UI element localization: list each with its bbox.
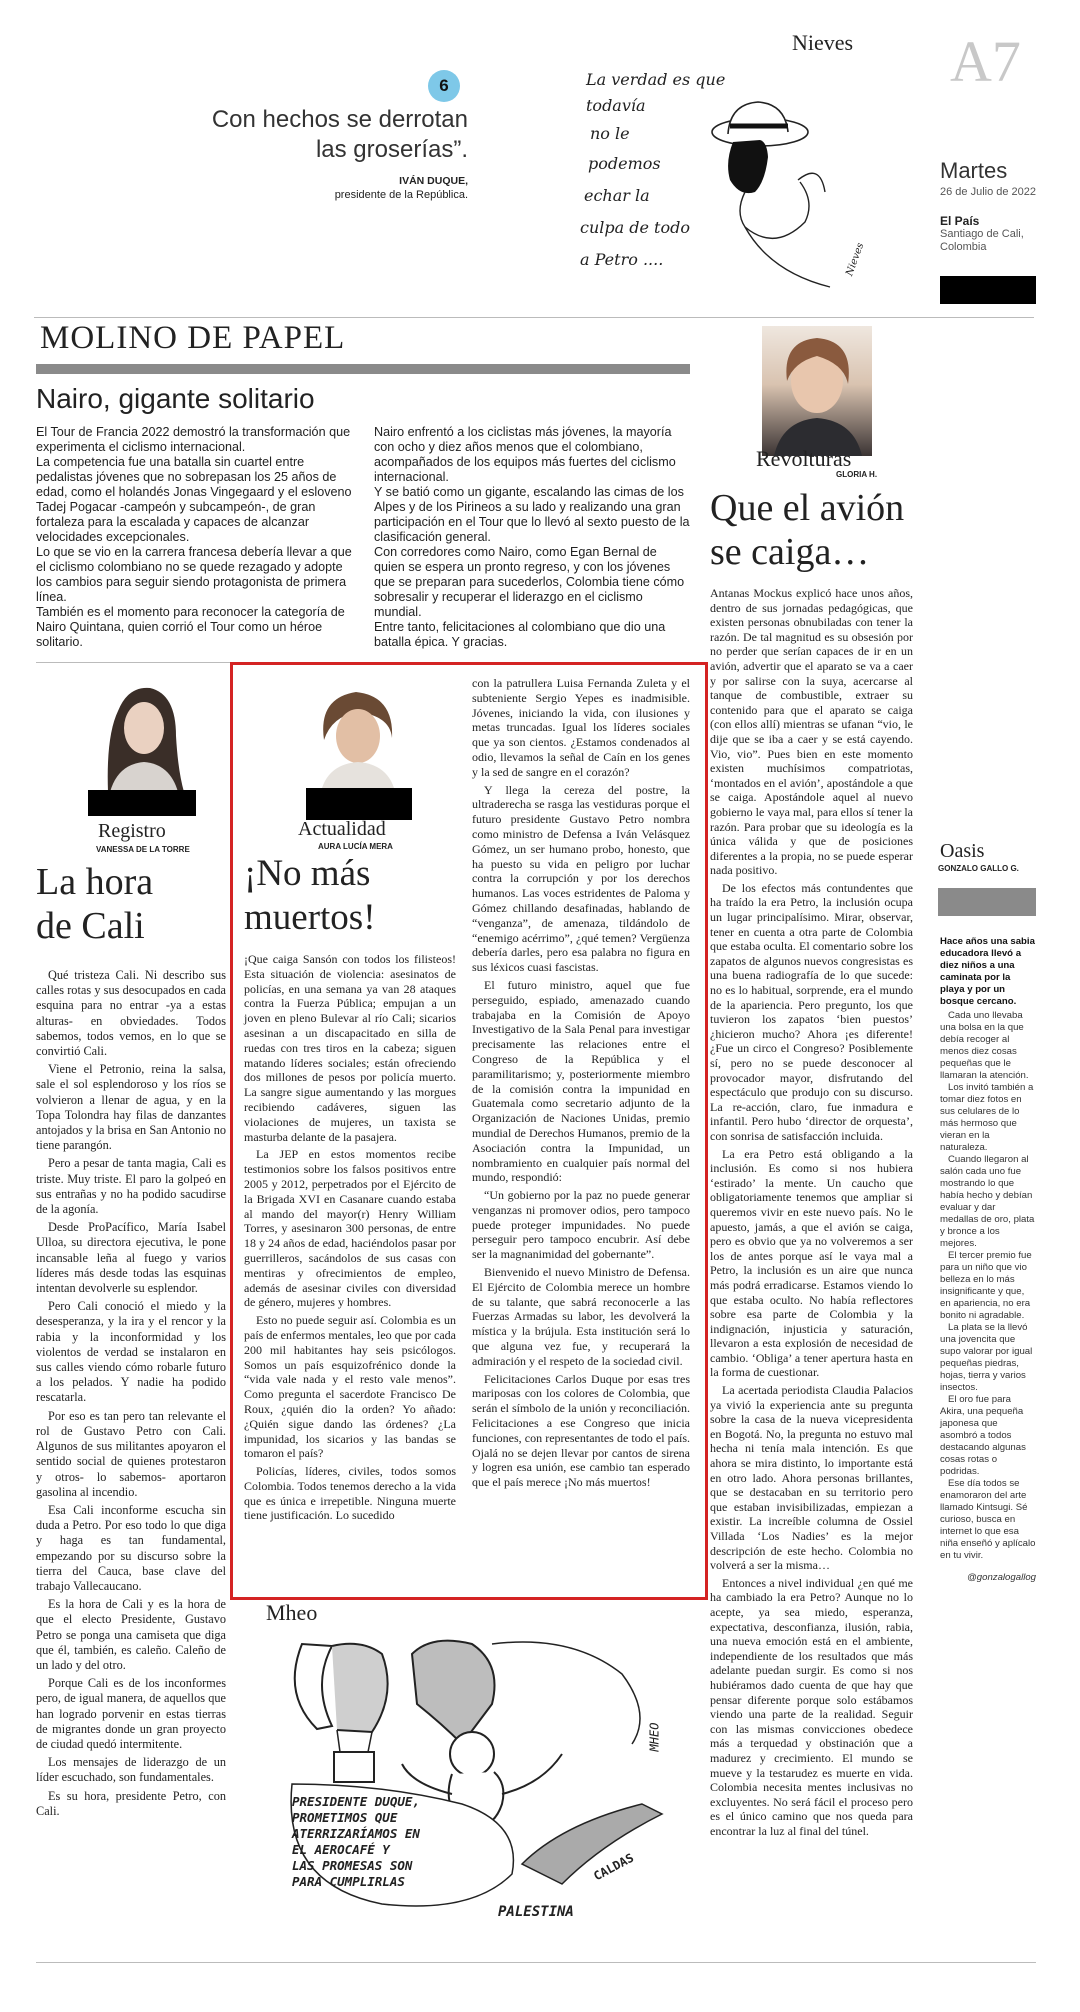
oasis-paragraph: El tercer premio fue para un niño que vio belleza en lo más insignificante y que, en apariencia, no era bonito ni agradable. bbox=[940, 1250, 1032, 1321]
registro-headline-2: de Cali bbox=[36, 905, 145, 947]
page-paper: El País bbox=[940, 214, 980, 228]
molino-col-1 bbox=[36, 425, 354, 650]
actualidad-paragraph: Felicitaciones Carlos Duque por esas tres mariposas con los colores de Colombia, que serán el símbolo de la unión y reconciliación. Felicitaciones a ese Congreso que inicia funciones, con representantes de todo el país. Ojalá no se dejen llevar por cantos de sirena y logren esa unión, ese cambio tan esperado que el país merece ¡No más muertos! bbox=[472, 1371, 690, 1490]
actualidad-paragraph: Policías, líderes, civiles, todos somos Colombia. Todos tenemos derecho a la vida que es única e irrepetible. Ninguna muerte tiene justificación. Lo sucedido bbox=[244, 1464, 456, 1523]
nieves-line-3: no le bbox=[590, 124, 630, 143]
quote-badge-icon: 6 bbox=[428, 70, 460, 102]
revolturas-column-name: Revolturas bbox=[756, 446, 852, 471]
revolturas-paragraph: De los efectos más contundentes que ha traído la era Petro, la inclusión ocupa un lugar principalísimo. Mirar, observar, tener en cuenta a otra parte de Colombia que estaba oculta. El comentario sobre los zapatos de algunos nuevos congresistas es una buena radiografía de lo que sucede: no es lo habitual, sorprende, era el mundo de la apariencia. Pero pregunto, los que tuvieron los zapatos ‘bien puestos’ ¿hicieron mucho? Ahora ¡es diferente! ¿Fue un circo el Congreso? Posiblemente sí, pero no se puede desconocer al provocador mayor, disfrutando del espectáculo que produjo con su discurso. La re-acción, claro, fue inmadura e infantil. Pero hubo ‘director de orquesta’, con sonrisa de satisfacción incluida. bbox=[710, 880, 913, 1143]
mheo-signature: MHEO bbox=[647, 1722, 662, 1752]
quote-author: IVÁN DUQUE, bbox=[399, 175, 468, 187]
bubble-line: PRESIDENTE DUQUE, bbox=[292, 1794, 420, 1809]
page-date: 26 de Julio de 2022 bbox=[940, 186, 1037, 198]
quote-line-2: las groserías”. bbox=[315, 136, 468, 163]
bottom-rule bbox=[36, 1962, 1036, 1963]
oasis-paragraph: Cuando llegaron al salón cada uno fue mostrando lo que había hecho y debían evaluar y dar medallas de oro, plata y bronce a los mejores. bbox=[940, 1154, 1035, 1249]
registro-paragraph: Desde ProPacífico, María Isabel Ulloa, su directora ejecutiva, le pone incansable leña al fuego y varios líderes más desde todas las esquinas intentan devolverle su esplendor. bbox=[36, 1220, 226, 1296]
registro-paragraph: Pero a pesar de tanta magia, Cali es triste. Muy triste. El paro la golpeó en sus entrañas y no ha podido sacudirse de la agonía. bbox=[36, 1156, 226, 1217]
registro-paragraph: Es su hora, presidente Petro, con Cali. bbox=[36, 1788, 226, 1818]
molino-headline: Nairo, gigante solitario bbox=[36, 383, 315, 414]
revolturas-author: GLORIA H. bbox=[836, 470, 878, 479]
actualidad-headline-1: ¡No más bbox=[244, 853, 371, 894]
registro-paragraph: Esa Cali inconforme escucha sin duda a Petro. Por eso todo lo que diga y haga es tan fundamental, empezando por su discurso sobre la tierra del Cauca, base clave del trabajo Vallecaucano. bbox=[36, 1502, 226, 1593]
nieves-line-2: todavía bbox=[586, 96, 646, 115]
molino-section-title: MOLINO DE PAPEL bbox=[40, 320, 346, 356]
molino-paragraph: Lo que se vio en la carrera francesa debería llevar a que el ciclismo colombiano no se quede rezagado y adopte los cambios para seguir siendo protagonista de primera línea. bbox=[36, 545, 352, 604]
bubble-line: EL AEROCAFÉ Y bbox=[292, 1842, 390, 1857]
registro-column-name: Registro bbox=[98, 820, 166, 842]
revolturas-paragraph: Antanas Mockus explicó hace unos años, dentro de sus jornadas pedagógicas, que existen personas obnubiladas con tener la razón. De tal magnitud es su obsesión por no perder que serían capaces de ir en un avión, advertir que el aparato se va a caer y por salirse con la suya, acercarse al tanque de combustible, extraer su contenido para que el aparato se caiga (con ellos allí) mientras se ufanan “vio, le dije que se iba a caer y se está cayendo. Vio, vio”. Pues bien en este momento existen muchísimos compatriotas, ‘montados en el avión’, apostándole a que se caiga. Apostándole aquel al nuevo gobierno le vaya mal, para ellos sí tener la razón. Para probar que su ideología es la única válida y que de posiciones diferentes a la propia, no se puede esperar nada positivo. bbox=[710, 586, 913, 878]
registro-body bbox=[36, 968, 226, 1822]
oasis-paragraph: Cada uno llevaba una bolsa en la que debía recoger al menos diez cosas pequeñas que le llamaran la atención. bbox=[940, 1010, 1029, 1081]
actualidad-paragraph: “Un gobierno por la paz no puede generar venganzas ni promover odios, pero tampoco puede proteger impunidades. No puede perseguir pero tampoco encubrir. Así debe ser la magnanimidad del gobernante”. bbox=[472, 1188, 690, 1262]
molino-paragraph: Con corredores como Nairo, como Egan Bernal de quien se espera un pronto regreso, y con los jóvenes que se preparan para sucederlos, Colombia tiene cómo sobresalir y recuperar el liderazgo en el ciclismo mundial. bbox=[374, 545, 685, 619]
molino-paragraph: Entre tanto, felicitaciones al colombiano que dio una batalla épica. Y gracias. bbox=[374, 620, 666, 649]
molino-paragraph: El Tour de Francia 2022 demostró la transformación que experimenta el ciclismo internacional. bbox=[36, 425, 351, 454]
registro-paragraph: Pero Cali conoció el miedo y la desesperanza, y la ira y el rencor y la rabia y la inconformidad y los violentos de verdad se instalaron en sus calles viendo cómo robarle futuro a los pelados. Y nadie ha podido rescatarla. bbox=[36, 1299, 226, 1405]
molino-paragraph: También es el momento para reconocer la categoría de Nairo Quintana, quien corrió el Tour como un héroe solitario. bbox=[36, 605, 345, 649]
mheo-bubble-text bbox=[292, 1794, 512, 1890]
oasis-lead: Hace años una sabia educadora llevó a diez niños a una caminata por la playa y por un bosque cercano. bbox=[940, 936, 1035, 1007]
actualidad-redaction bbox=[306, 788, 412, 820]
oasis-column-name: Oasis bbox=[940, 840, 985, 862]
actualidad-paragraph: Bienvenido el nuevo Ministro de Defensa. El Ejército de Colombia merece un hombre de su talante, que sabrá reconocerle a las Fuerzas Armadas su labor, les devolverá la mística y la brújula. Esta institución será lo que alguna vez fue, y recuperará la admiración y el respeto de la sociedad civil. bbox=[472, 1265, 690, 1368]
top-rule bbox=[34, 317, 1034, 318]
page-city: Santiago de Cali, Colombia bbox=[940, 228, 1024, 253]
oasis-paragraph: Ese día todos se enamoraron del arte llamado Kintsugi. Sé curioso, busca en internet lo que esa niña enseñó y aplícalo en tu vivir. bbox=[940, 1478, 1036, 1561]
oasis-paragraph: El oro fue para Akira, una pequeña japonesa que asombró a todos destacando algunas cosas rotas o podridas. bbox=[940, 1394, 1026, 1477]
bubble-line: PARA CUMPLIRLAS bbox=[292, 1874, 405, 1889]
molino-rule bbox=[36, 364, 690, 374]
actualidad-col-1 bbox=[244, 952, 456, 1526]
actualidad-paragraph: El futuro ministro, aquel que fue perseguido, espiado, amenazado cuando trabajaba en la Comisión de Apoyo Investigativo de la Sala Penal para investigar precisamente las relaciones entre el Congreso de la República y el paramilitarismo; y, posteriormente miembro de la comisión contra la impunidad en Guatemala como secretario adjunto de la Organización de Naciones Unidas, premio mundial de Derechos Humanos, premio de la Asociación contra la Impunidad, un nombramiento en cualquier país normal del mundo, respondió: bbox=[472, 977, 690, 1185]
registro-author: VANESSA DE LA TORRE bbox=[96, 845, 190, 854]
actualidad-paragraph: Esto no puede seguir así. Colombia es un país de enfermos mentales, leo que por cada 200 mil habitantes hay seis psicólogos. Somos un país esquizofrénico donde la “vida vale nada y el resto vale menos”. Como pregunta el sacerdote Francisco De Roux, ¿quién dio la orden? Yo añado: ¿Quién sigue dando las órdenes? ¿La impunidad, los sicarios y las bandas se tomaron el país? bbox=[244, 1313, 456, 1461]
molino-paragraph: Y se batió como un gigante, escalando las cimas de los Alpes y de los Pirineos a su lado y realizando una gran participación en el Tour que lo llevó al sexto puesto de la clasificación general. bbox=[374, 485, 690, 544]
actualidad-paragraph: ¡Que caiga Sansón con todos los filisteos! Esta situación de violencia: asesinatos de policías, en una semana ya van 28 ataques contra la Fuerza Pública; empujan a un joven en pleno Bulevar al río Cali; sicarios asesinan a un discapacitado en silla de ruedas con tres tiros en la cabeza; siguen matando líderes sociales; están ofreciendo dos millones de pesos por policía muerto. La sangre sigue aumentando y las morgues recibiendo cadáveres, siguen las violaciones de mujeres, un taxista se masturba delante de la pasajera. bbox=[244, 952, 456, 1144]
registro-paragraph: Porque Cali es de los inconformes pero, de igual manera, de aquellos que han logrado porvenir en estas tierras de migrantes donde un gran proyecto de ciudad quedó intermitente. bbox=[36, 1676, 226, 1751]
oasis-rule bbox=[938, 888, 1036, 916]
gloria-photo bbox=[762, 326, 872, 456]
revolturas-paragraph: La acertada periodista Claudia Palacios ya vivió la experiencia ante su pregunta sobre la casa de la nueva vicepresidenta en Bogotá. No, la pregunta no estuvo mal hecha ni tenía mala intención. Es que ahora se mira distinto, lo importante está en otro lado. Ahora personas brillantes, que se destacaban en su territorio pero que estaban invisibilizadas, empiezan a existir. La increíble columna de Ossiel Villada ‘Los Nadies’ es la mejor descripción de este hecho. Colombia no volverá a ser la misma… bbox=[710, 1383, 913, 1573]
actualidad-author: AURA LUCÍA MERA bbox=[318, 842, 393, 851]
molino-paragraph: La competencia fue una batalla sin cuartel entre pedalistas jóvenes que no sobrepasan los 25 años de edad, como el holandés Jonas Vingegaard y el esloveno Tadej Pogacar -campeón y subcampeón-, de gran fortaleza para la escalada y capaces de alcanzar velocidades excepcionales. bbox=[36, 455, 352, 544]
nieves-line-5: echar la bbox=[584, 186, 650, 205]
actualidad-paragraph: Y llega la cereza del postre, la ultraderecha se rasga las vestiduras porque el futuro presidente Gustavo Petro nombra como ministro de Defensa a Iván Velásquez Gómez, un ser humano probo, honesto, que ha puesto su vida en peligro por luchar contra la corrupción y por los derechos humanos. Las voces estridentes de Paloma y Gómez chillando desafinadas, hablando de “venganza”, de amenaza, tildándolo de “enemigo acérrimo”, ¿qué temen? Vergüenza debería darles, pero esa palabra no figura en sus léxicos cuasi fascistas. bbox=[472, 782, 690, 975]
redaction-bar bbox=[940, 276, 1036, 304]
mheo-balloon-label: PALESTINA bbox=[498, 1904, 574, 1920]
bubble-line: ATERRIZARÍAMOS EN bbox=[292, 1826, 420, 1841]
oasis-paragraph: La plata se la llevó una jovencita que supo valorar por igual pequeñas piedras, hojas, tierra y varios insectos. bbox=[940, 1322, 1033, 1393]
molino-paragraph: Nairo enfrentó a los ciclistas más jóvenes, la mayoría con ocho y diez años menos que el colombiano, acompañados de los equipos más fuertes del ciclismo internacional. bbox=[374, 425, 676, 484]
registro-paragraph: Los mensajes de liderazgo de un líder escuchado, son fundamentales. bbox=[36, 1755, 226, 1785]
quote-role: presidente de la República. bbox=[334, 189, 468, 201]
mheo-sign-label: CALDAS bbox=[591, 1850, 637, 1884]
nieves-title: Nieves bbox=[792, 30, 854, 55]
revolturas-paragraph: La era Petro está obligando a la inclusión. Es como si nos hubiera ‘estirado’ la mente. Un caucho que obligatoriamente tenemos que ampliar si queremos vivir en este nuevo país. No le apuesto, jamás, a que el avión se caiga, pero es obvio que ya no volveremos a ser los de antes porque así le vaya mal a Petro, la inclusión es un aire que nunca más podrá erradicarse. Estamos viendo lo que estaba oculto. No había reflectores sobre esa parte de Colombia y la indignación, injusticia y saturación, llevaron a esta explosión de necesidad de cambio. ‘Obliga’ a tener apertura hasta en la forma de cuestionar. bbox=[710, 1146, 913, 1380]
quote-line-1: Con hechos se derrotan bbox=[211, 106, 468, 133]
mheo-title: Mheo bbox=[266, 1600, 318, 1625]
bubble-line: PROMETIMOS QUE bbox=[292, 1810, 398, 1825]
actualidad-headline-2: muertos! bbox=[244, 897, 376, 938]
page-number: A7 bbox=[950, 29, 1021, 94]
revolturas-paragraph: Entonces a nivel individual ¿en qué me ha cambiado la era Petro? Aunque no lo acepte, ya sea miedo, esperanza, expectativa, desconfianza, ilusión, rabia, una nueva emoción está en el ambiente, independiente de los resultados que más adelante puedan surgir. Es como si nos hubiéramos dado cuenta de que hay que pensar diferente porque solo estábamos viendo una parte de la realidad. Seguir con las mismas convicciones obedece más a terquedad y obstinación que a madurez y crecimiento. El mundo se mueve y la testarudez es muerte en vida. Colombia necesita mentes inclusivas no excluyentes. No será fácil el proceso pero es el único camino que nos queda para encontrar la luz al final del túnel. bbox=[710, 1575, 913, 1838]
bubble-line: LAS PROMESAS SON bbox=[292, 1858, 413, 1873]
nieves-line-7: a Petro .... bbox=[580, 250, 664, 269]
nieves-cartoon bbox=[570, 62, 870, 302]
registro-paragraph: Es la hora de Cali y es la hora de que el electo Presidente, Gustavo Petro se ponga una camiseta que diga que él, también, es caleño. Caleño de un lado y del otro. bbox=[36, 1597, 226, 1672]
nieves-signature: Nieves bbox=[844, 241, 867, 278]
registro-paragraph: Viene el Petronio, reina la salsa, sale el sol esplendoroso y los ríos se volvieron a llenar de agua, y en la Topa Tolondra hay filas de danzantes antojados y la brisa en San Antonio no tiene parangón. bbox=[36, 1062, 226, 1153]
revolturas-body bbox=[710, 586, 913, 1841]
registro-paragraph: Por eso es tan pero tan relevante el rol de Gustavo Petro con Cali. Algunos de sus militantes apoyaron el sentido social de quienes protestaron y otros- lo sabemos- aportaron gasolina al incendio. bbox=[36, 1408, 226, 1499]
molino-col-2 bbox=[374, 425, 690, 650]
registro-headline-1: La hora bbox=[36, 861, 154, 903]
nieves-line-4: podemos bbox=[588, 154, 661, 173]
actualidad-paragraph: con la patrullera Luisa Fernanda Zuleta y el subteniente Sergio Yepes es inadmisible. Jóvenes, iniciando la vida, con ilusiones y metas truncadas. Igual los líderes sociales que ya son cientos. ¿Estamos condenados al odio, llevamos la señal de Caín en los genes y la sed de sangre en el corazón? bbox=[472, 676, 690, 779]
actualidad-column-name: Actualidad bbox=[298, 818, 386, 840]
page-day: Martes bbox=[940, 158, 1008, 183]
nieves-line-6: culpa de todo bbox=[580, 218, 690, 237]
oasis-paragraph: Los invitó también a tomar diez fotos en sus celulares de lo más hermoso que vieran en la naturaleza. bbox=[940, 1082, 1034, 1153]
aura-photo bbox=[304, 680, 410, 788]
actualidad-col-2 bbox=[472, 676, 690, 1493]
vanessa-photo bbox=[88, 676, 196, 792]
registro-paragraph: Qué tristeza Cali. Ni describo sus calles rotas y sus desocupados en cada esquina para no entrar -ya a estas alturas- en obviedades. Todos sabemos, todos vemos, en lo que se convirtió Cali. bbox=[36, 968, 226, 1059]
mheo-cartoon bbox=[262, 1634, 688, 1934]
oasis-author: GONZALO GALLO G. bbox=[938, 864, 1019, 873]
actualidad-paragraph: La JEP en estos momentos recibe testimonios sobre los falsos positivos entre 2005 y 2012, perpetrados por el Ejército de la Brigada XVI en Casanare cuando estaba al mando del mayor(r) Henry William Torres, y asesinaron 300 personas, de entre 18 y 24 años de edad, haciéndolos pasar por guerrilleros, sacándolos de sus casas con mentiras y ofrecimientos de empleo, además de asesinar civiles con diversidad de género, mujeres y hombres. bbox=[244, 1147, 456, 1310]
oasis-body bbox=[940, 936, 1036, 1584]
revolturas-headline-2: se caiga… bbox=[710, 531, 870, 573]
revolturas-headline-1: Que el avión bbox=[710, 487, 905, 529]
registro-redaction bbox=[88, 790, 196, 816]
nieves-line-1: La verdad es que bbox=[586, 70, 726, 89]
oasis-handle: @gonzalogallog bbox=[967, 1572, 1036, 1583]
